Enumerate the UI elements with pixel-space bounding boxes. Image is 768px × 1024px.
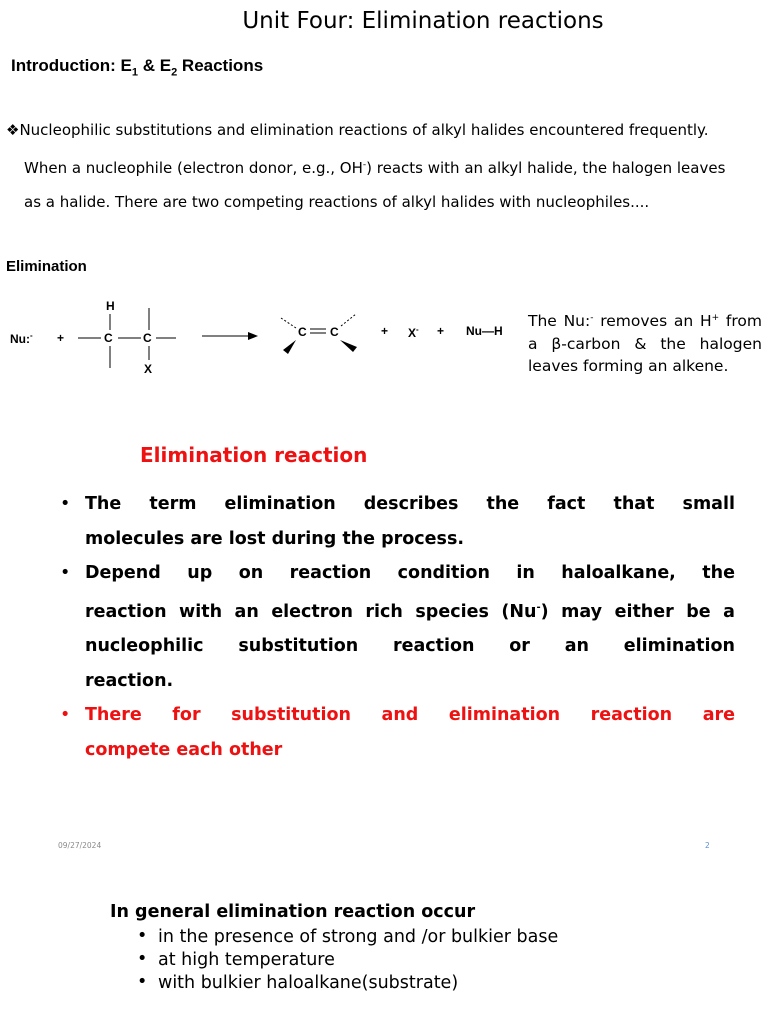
elimination-bullets	[60, 487, 735, 768]
bullet-dot-icon: •	[60, 494, 71, 514]
scheme-carbon-2: C	[143, 331, 152, 345]
scheme-product: Nu—H	[466, 324, 503, 338]
list-item: • There for substitution and elimination reaction are compete each other	[60, 698, 735, 767]
list-item: • at high temperature	[137, 949, 335, 970]
bullet-dot-icon: •	[137, 972, 148, 992]
scheme-carbon-1: C	[104, 331, 113, 345]
scheme-h-label: H	[106, 299, 115, 313]
bullet-dot-icon: •	[60, 563, 71, 584]
scheme-x-label: X	[144, 362, 153, 376]
wedge-bond-left-icon	[283, 340, 296, 354]
scheme-alkene-c2: C	[330, 325, 339, 339]
intro-paragraph: ❖Nucleophilic substitutions and elimination reactions of alkyl halides encountered frequently. When a nucleophile (electron donor, e.g., OH-) reacts with an alkyl halide, the halogen leaves as a halide. There are two competing reactions of alkyl halides with nucleophiles....	[6, 121, 726, 211]
page-number: 2	[705, 841, 710, 850]
intro-heading: Introduction: $E_1$ & $E_2$ Reactions	[11, 56, 264, 79]
elimination-scheme	[0, 292, 520, 387]
general-heading: In general elimination reaction occur	[110, 902, 476, 922]
diamond-bullet-icon: ❖	[6, 121, 20, 139]
general-conditions-list	[137, 926, 558, 995]
page-title: Unit Four: Elimination reactions	[242, 8, 604, 34]
bullet-dot-icon: •	[137, 949, 148, 969]
scheme-plus-3: +	[437, 324, 445, 338]
list-item: • The term elimination describes the fact that small molecules are lost during the process.	[60, 487, 735, 556]
scheme-nucleophile: Nu:-	[10, 331, 33, 346]
scheme-plus-2: +	[381, 324, 389, 338]
list-item: • in the presence of strong and /or bulkier base	[137, 926, 559, 947]
list-item: • Depend up on reaction condition in haloalkane, the reaction with an electron rich species (Nu-) may either be a nucleophilic substitution reaction or an elimination reaction.	[60, 556, 735, 698]
scheme-description: The Nu:- removes an H+ from a β-carbon & the halogen leaves forming an alkene.	[528, 312, 762, 376]
elimination-label: Elimination	[6, 258, 87, 275]
scheme-plus-1: +	[57, 331, 65, 345]
list-item: • with bulkier haloalkane(substrate)	[137, 972, 459, 993]
bullet-dot-icon: •	[60, 705, 71, 726]
scheme-leaving-group: X-	[408, 325, 419, 340]
wedge-bond-right-icon	[340, 340, 357, 352]
section-heading: Elimination reaction	[140, 443, 368, 467]
footer-date: 09/27/2024	[58, 841, 102, 850]
scheme-alkene-c1: C	[298, 325, 307, 339]
reaction-arrow-icon	[248, 332, 258, 340]
bullet-dot-icon: •	[137, 926, 148, 946]
